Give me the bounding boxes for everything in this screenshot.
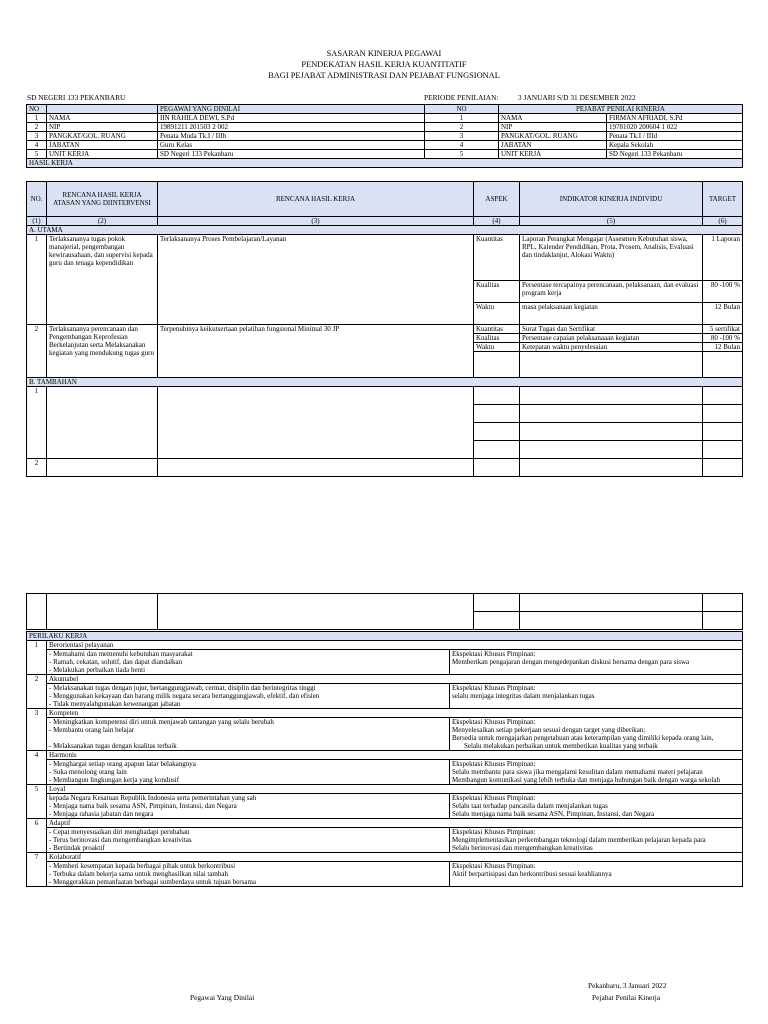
id-no-right: 4 (425, 141, 499, 150)
id-no-right: 2 (425, 123, 499, 132)
perilaku-point: - Terus berinovasi dan mengembangkan kreativitas (47, 836, 450, 844)
perilaku-point: - Melaksanakan tugas dengan kualitas terbaik (47, 742, 450, 751)
utama-rencana: Terpenuhinya keikutsertaan pelatihan fungsional Minimal 30 JP (158, 325, 474, 378)
utama-target: 12 Bulan (703, 303, 743, 325)
perilaku-title: Akuntabel (47, 675, 743, 684)
perilaku-title: Berorientasi pelayanan (47, 641, 743, 650)
footer-left-sign: Pegawai Yang Dinilai (190, 993, 255, 1002)
expect-text: Memberikan pengajaran dengan mengedepankan diskusi bersama dengan para siswa (450, 658, 743, 666)
utama-indikator: Ketepatan waktu penyelesaian (520, 343, 703, 352)
perilaku-point: - Membantu orang lain belajar (47, 726, 450, 734)
utama-indikator: Persentase tercapainya perencanaan, pelaksanaan, dan evaluasi program kerja (520, 281, 703, 303)
id-right-value: Kepala Sekolah (607, 141, 743, 150)
expect-text: Menyelesaikan setiap pekerjaan sesuai dengan target yang diberikan; (450, 726, 743, 734)
utama-target: 5 sertifikat (703, 325, 743, 334)
id-no-right: 1 (425, 114, 499, 123)
perilaku-point: - Tidak menyalahgunakan kewenangan jabatan (47, 700, 450, 709)
perilaku-point: - Menggunakan kekayaan dan barang milik negara secara bertanggungjawab, efektif, dan efisien (47, 692, 450, 700)
perilaku-title: Harmonis (47, 751, 743, 760)
tambahan-no: 1 (27, 387, 47, 459)
perilaku-title: Loyal (47, 785, 743, 794)
id-no: 3 (27, 132, 47, 141)
perilaku-no: 4 (27, 751, 47, 785)
perilaku-kerja-table (26, 631, 743, 887)
perilaku-no: 3 (27, 709, 47, 751)
col-number: (6) (703, 217, 743, 226)
utama-target: 80 -100 % (703, 334, 743, 343)
id-no-right: 3 (425, 132, 499, 141)
id-right-value: Penata Tk.I / IIId (607, 132, 743, 141)
col-rencana-atasan: RENCANA HASIL KERJA ATASAN YANG DIINTERVENSI (47, 182, 158, 217)
perilaku-no: 7 (27, 853, 47, 887)
id-left-value: IIN RAHILA DEWI, S.Pd (158, 114, 425, 123)
perilaku-point: - Memahami dan memenuhi kebutuhan masyarakat (47, 650, 450, 659)
col-number: (2) (47, 217, 158, 226)
utama-atasan: Terlaksananya perencanaan dan Pengembangan Keprofesian Berkelanjutan serta Melaksanakan kegiatan yang mendukung tugas guru (47, 325, 158, 378)
perilaku-point: - Ramah, cekatan, solutif, dan dapat diandalkan (47, 658, 450, 666)
perilaku-point: - Melaksanakan tugas dengan jujur, bertanggungjawab, cermat, disiplin dan berintegritas tinggi (47, 684, 450, 693)
perilaku-title: Kompeten (47, 709, 743, 718)
period-value: 3 JANUARI S/D 31 DESEMBER 2022 (518, 93, 636, 102)
perilaku-no: 6 (27, 819, 47, 853)
perilaku-point: - Suka menolong orang lain (47, 768, 450, 776)
perilaku-point: - Menjaga nama baik sesama ASN, Pimpinan, Instansi, dan Negara (47, 802, 450, 810)
col-no: NO. (27, 182, 47, 217)
expect-text: selalu menjaga integritas dalam menjalankan tugas (450, 692, 743, 700)
id-field-right: NAMA (499, 114, 607, 123)
col-number: (4) (474, 217, 520, 226)
utama-indikator: Laporan Perangkat Mengajar (Assesmen Kebutuhan siswa, RPL, Kalender Pendidikan, Prota, Prosem, Analisis, Evaluasi dan tindaklanjut, Alokasi Waktu) (520, 235, 703, 281)
expect-label: Ekspektasi Khusus Pimpinan: (450, 862, 743, 871)
perilaku-point: - Memberi kesempatan kepada berbagai pihak untuk berkontribusi (47, 862, 450, 871)
id-no: 4 (27, 141, 47, 150)
perilaku-point: - Membangun lingkungan kerja yang kondusif (47, 776, 450, 785)
col-number: (3) (158, 217, 474, 226)
id-no: 2 (27, 123, 47, 132)
expect-text: Selalu membantu para siswa jika mengalami kesulitan dalam memahami materi pelajaran (450, 768, 743, 776)
expect-label: Ekspektasi Khusus Pimpinan: (450, 828, 743, 837)
id-no: 1 (27, 114, 47, 123)
id-field-right: NIP (499, 123, 607, 132)
id-field-right: JABATAN (499, 141, 607, 150)
perilaku-title: Adaptif (47, 819, 743, 828)
utama-aspek: Kuantitas (474, 325, 520, 334)
col-no-right: NO (425, 105, 499, 114)
expect-text: Membangun komunikasi yang lebih terbuka dan menjaga hubungan baik dengan warga sekolah (450, 776, 743, 785)
expect-text: Aktif berpartisipasi dan berkontribusi sesuai keahliannya (450, 870, 743, 878)
id-no-right: 5 (425, 150, 499, 159)
expect-label: Ekspektasi Khusus Pimpinan: (450, 794, 743, 803)
utama-indikator: Persentase capaian pelaksanaaan kegiatan (520, 334, 703, 343)
expect-text: Selalu taat terhadap pancasila dalam menjalankan tugas (450, 802, 743, 810)
id-field-right: UNIT KERJA (499, 150, 607, 159)
perilaku-point: - Meningkatkan kompetensi diri untuk menjawab tantangan yang selalu berubah (47, 718, 450, 727)
id-left-value: Penata Muda Tk.I / IIIb (158, 132, 425, 141)
expect-text: Mengimplementasikan perkembangan teknologi dalam memberikan pelajaran kepada para (450, 836, 743, 844)
id-right-value: 19781020 200604 1 022 (607, 123, 743, 132)
perilaku-point: - Menghargai setiap orang apapun latar belakangnya (47, 760, 450, 769)
utama-aspek: Kualitas (474, 281, 520, 303)
perilaku-point: - Bertindak proaktif (47, 844, 450, 853)
hasil-kerja-table (26, 181, 743, 477)
tambahan-no: 2 (27, 459, 47, 477)
id-left-value: Guru Kelas (158, 141, 425, 150)
expect-label: Ekspektasi Khusus Pimpinan: (450, 760, 743, 769)
expect-text: Selalu menjaga nama baik sesama ASN, Pimpinan, Instansi, dan Negara (450, 810, 743, 819)
id-left-value: SD Negeri 133 Pekanbaru (158, 150, 425, 159)
expect-label: Ekspektasi Khusus Pimpinan: (450, 684, 743, 693)
perilaku-point: - Melakukan perbaikan tiada henti (47, 666, 450, 675)
perilaku-title: Kolaboratif (47, 853, 743, 862)
perilaku-section: PERILAKU KERJA (27, 632, 743, 641)
col-number: (1) (27, 217, 47, 226)
hasil-kerja-section: HASIL KERJA (27, 159, 743, 168)
utama-target: 12 Bulan (703, 343, 743, 352)
expect-text: Selalu berinovasi dan mengembangkan kreativitas (450, 844, 743, 853)
id-field: PANGKAT/GOL. RUANG (47, 132, 158, 141)
id-field-right: PANGKAT/GOL. RUANG (499, 132, 607, 141)
perilaku-no: 5 (27, 785, 47, 819)
id-left-value: 19891211 201503 2 002 (158, 123, 425, 132)
right-title: PEJABAT PENILAI KINERJA (499, 105, 743, 114)
utama-indikator: Surat Tugas dan Sertifikat (520, 325, 703, 334)
period-label: PERIODE PENILAIAN: (424, 93, 499, 102)
id-right-value: SD Negeri 133 Pekanbaru (607, 150, 743, 159)
utama-no: 2 (27, 325, 47, 378)
utama-target: 1 Laporan (703, 235, 743, 281)
perilaku-point: - Menggerakkan pemanfaatan berbagai sumberdaya untuk tujuan bersama (47, 878, 450, 887)
doc-title-3: BAGI PEJABAT ADMINISTRASI DAN PEJABAT FUNGSIONAL (268, 71, 500, 80)
utama-aspek: Waktu (474, 303, 520, 325)
utama-aspek: Kualitas (474, 334, 520, 343)
doc-title-2: PENDEKATAN HASIL KERJA KUANTITATIF (301, 60, 467, 69)
utama-atasan: Terlaksananya tugas pokok manajerial, pengembangan kewirausahaan, dan supervisi kepada guru dan tenaga kependidikan (47, 235, 158, 325)
col-rencana: RENCANA HASIL KERJA (158, 182, 474, 217)
footer-right-sign: Pejabat Penilai Kinerja (592, 993, 661, 1002)
id-no: 5 (27, 150, 47, 159)
utama-target: 80 -100 % (703, 281, 743, 303)
col-target: TARGET (703, 182, 743, 217)
expect-text: Bersedia untuk mengajarkan pengetahuan atau keterampilan yang dimiliki kepada orang lain, (450, 734, 743, 742)
utama-aspek: Waktu (474, 343, 520, 352)
footer-place-date: Pekanbaru, 3 Januari 2022 (588, 981, 667, 990)
perilaku-no: 2 (27, 675, 47, 709)
perilaku-point: - Menjaga rahasia jabatan dan negara (47, 810, 450, 819)
id-field: JABATAN (47, 141, 158, 150)
identity-table (26, 104, 743, 168)
tambahan-label: B. TAMBAHAN (27, 378, 743, 387)
expect-text: Selalu melakukan perbaikan untuk memberikan kualitas yang terbaik (450, 742, 743, 751)
utama-label: A. UTAMA (27, 226, 743, 235)
perilaku-no: 1 (27, 641, 47, 675)
school-name: SD NEGERI 133 PEKANBARU (27, 93, 126, 102)
expect-label: Ekspektasi Khusus Pimpinan: (450, 718, 743, 727)
perilaku-point: - Terbuka dalam bekerja sama untuk menghasilkan nilai tambah (47, 870, 450, 878)
utama-aspek: Kuantitas (474, 235, 520, 281)
left-title: PEGAWAI YANG DINILAI (158, 105, 425, 114)
id-field: UNIT KERJA (47, 150, 158, 159)
utama-indikator: masa pelaksanaan kegiatan (520, 303, 703, 325)
utama-no: 1 (27, 235, 47, 325)
hasil-kerja-continuation (26, 593, 743, 630)
col-aspek: ASPEK (474, 182, 520, 217)
id-field: NIP (47, 123, 158, 132)
doc-title-1: SASARAN KINERJA PEGAWAI (326, 49, 442, 58)
perilaku-point: kepada Negara Kesatuan Republik Indonesia serta pemerintahan yang sah (47, 794, 450, 803)
col-number: (5) (520, 217, 703, 226)
id-field: NAMA (47, 114, 158, 123)
col-indikator: INDIKATOR KINERJA INDIVIDU (520, 182, 703, 217)
id-right-value: FIRMAN AFRIADI, S.Pd (607, 114, 743, 123)
col-no: NO (27, 105, 47, 114)
expect-label: Ekspektasi Khusus Pimpinan: (450, 650, 743, 659)
perilaku-point: - Cepat menyesuaikan diri menghadapi perubahan (47, 828, 450, 837)
utama-rencana: Terlaksananya Proses Pembelajaran/Layanan (158, 235, 474, 325)
